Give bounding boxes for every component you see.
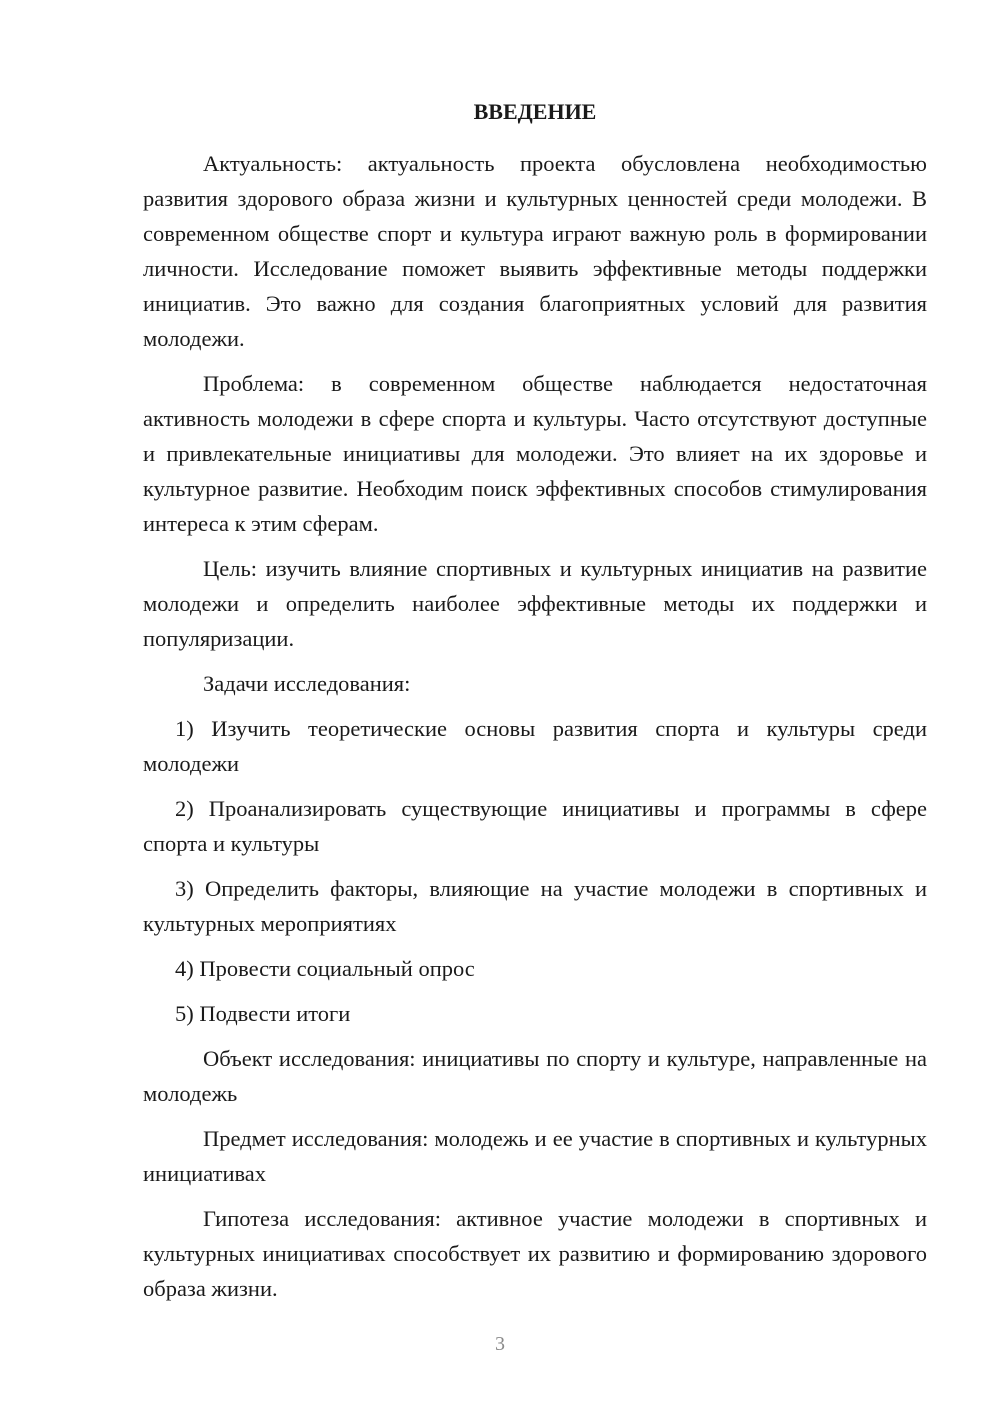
paragraph-object: Объект исследования: инициативы по спорту и культуре, направленные на молодежь: [143, 1046, 927, 1106]
paragraph-subject: Предмет исследования: молодежь и ее участие в спортивных и культурных инициативах: [143, 1126, 927, 1186]
page-number: 3: [495, 1333, 505, 1355]
paragraph-relevance: Актуальность: актуальность проекта обусловлена необходимостью развития здорового образа жизни и культурных ценностей среди молодежи. В современном обществе спорт и культура играют важную роль в формировании личности. Исследование поможет выявить эффективные методы поддержки инициатив. Это важно для создания благоприятных условий для развития молодежи.: [143, 151, 927, 351]
paragraph-goal: Цель: изучить влияние спортивных и культурных инициатив на развитие молодежи и определить наиболее эффективные методы их поддержки и популяризации.: [143, 556, 927, 651]
task-item-3: 3) Определить факторы, влияющие на участие молодежи в спортивных и культурных мероприятиях: [143, 876, 927, 936]
paragraph-hypothesis: Гипотеза исследования: активное участие молодежи в спортивных и культурных инициативах способствует их развитию и формированию здорового образа жизни.: [143, 1206, 927, 1301]
paragraph-tasks-heading: Задачи исследования:: [203, 671, 411, 696]
task-item-2: 2) Проанализировать существующие инициативы и программы в сфере спорта и культуры: [143, 796, 927, 856]
task-item-5: 5) Подвести итоги: [175, 1001, 351, 1026]
section-title: ВВЕДЕНИЕ: [473, 99, 597, 124]
task-item-4: 4) Провести социальный опрос: [175, 956, 475, 981]
paragraph-problem: Проблема: в современном обществе наблюдается недостаточная активность молодежи в сфере спорта и культуры. Часто отсутствуют доступные и привлекательные инициативы для молодежи. Это влияет на их здоровье и культурное развитие. Необходим поиск эффективных способов стимулирования интереса к этим сферам.: [143, 371, 927, 536]
task-item-1: 1) Изучить теоретические основы развития спорта и культуры среди молодежи: [143, 716, 927, 776]
document-page: [143, 95, 927, 1316]
